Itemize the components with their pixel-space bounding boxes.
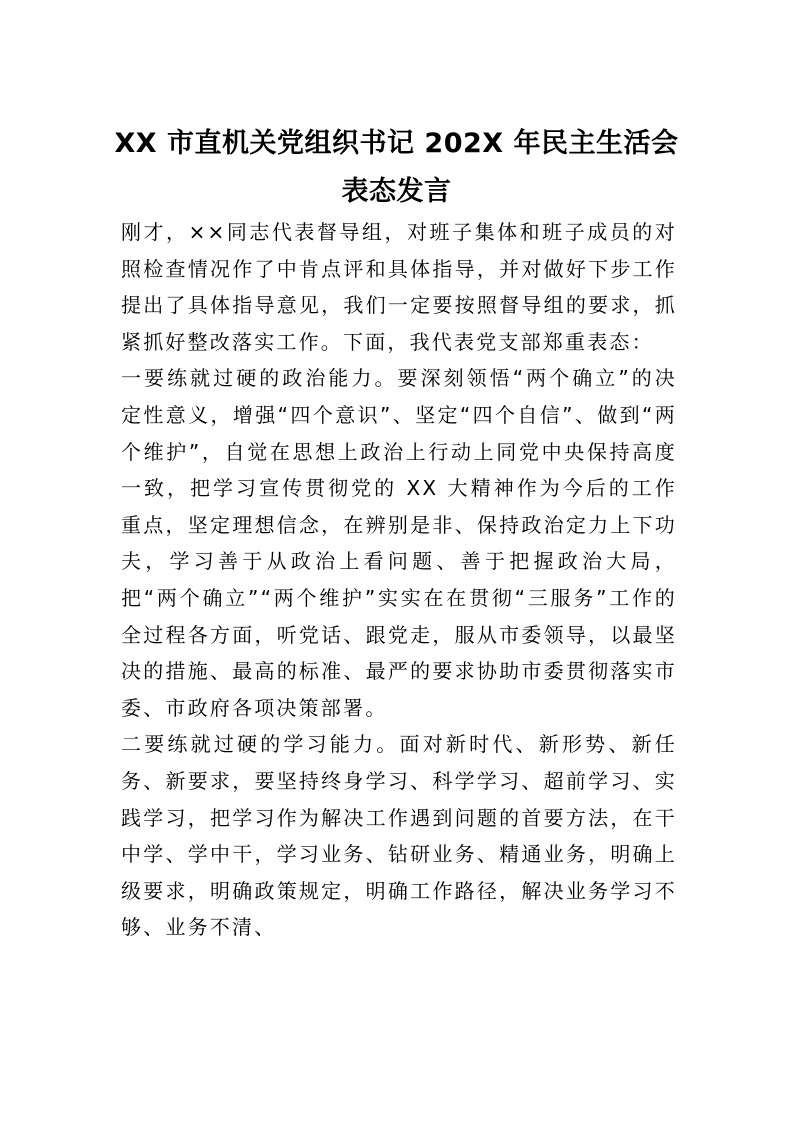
paragraph-learning-ability: 二要练就过硬的学习能力。面对新时代、新形势、新任务、新要求，要坚持终身学习、科学学习、超前学习、实践学习，把学习作为解决工作遇到问题的首要方法，在干中学、学中干，学习业务、钻研业务、精通业务，明确上级要求，明确政策规定，明确工作路径，解决业务学习不够、业务不清、 (121, 732, 677, 940)
paragraph-opening: 刚才，××同志代表督导组，对班子集体和班子成员的对照检查情况作了中肯点评和具体指导，并对做好下步工作提出了具体指导意见，我们一定要按照督导组的要求，抓紧抓好整改落实工作。下面，我代表党支部郑重表态： (121, 220, 677, 354)
document-title-line-2: 表态发言 (341, 176, 452, 207)
document-title-line-1: XX 市直机关党组织书记 202X 年民主生活会 (114, 128, 679, 159)
paragraph-political-ability: 一要练就过硬的政治能力。要深刻领悟“两个确立”的决定性意义，增强“四个意识”、坚定“四个自信”、做到“两个维护”，自觉在思想上政治上行动上同党中央保持高度一致，把学习宣传贯彻党的 XX 大精神作为今后的工作重点，坚定理想信念，在辨别是非、保持政治定力上下功夫，学习善于从政治上看问题、善于把握政治大局，把“两个确立”“两个维护”实实在在贯彻“三服务”工作的全过程各方面，听党话、跟党走，服从市委领导，以最坚决的措施、最高的标准、最严的要求协助市委贯彻落实市委、市政府各项决策部署。 (121, 366, 677, 720)
document-body (121, 214, 677, 946)
